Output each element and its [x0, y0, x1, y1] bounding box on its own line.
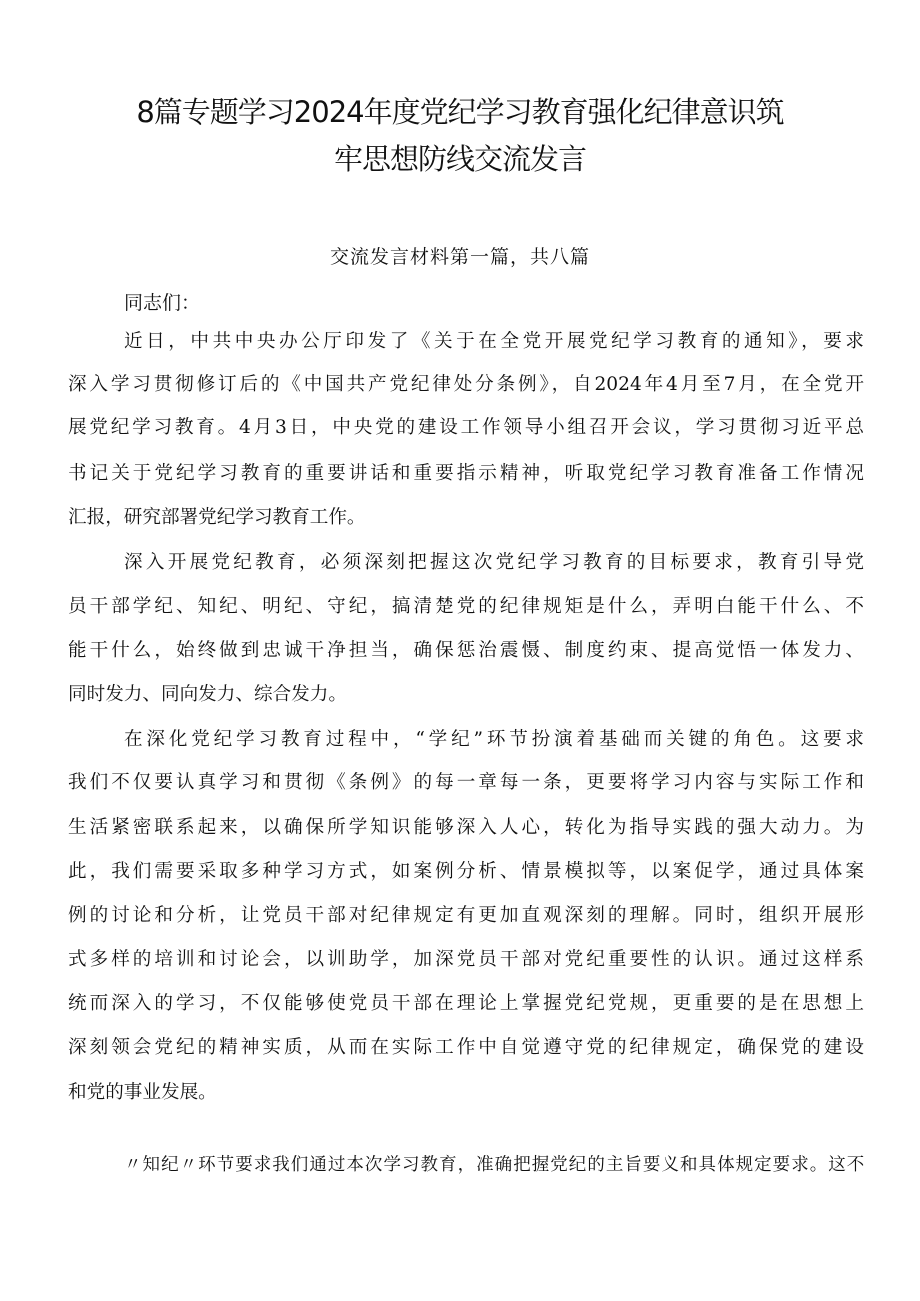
document-subtitle: 交流发言材料第一篇，共八篇 [329, 246, 590, 268]
paragraph-line: 同时发力、同向发力、综合发力。 [68, 684, 347, 705]
paragraph-line: 员干部学纪、知纪、明纪、守纪，搞清楚党的纪律规矩是什么，弄明白能干什么、不 [68, 596, 864, 617]
paragraph-line: 书记关于党纪学习教育的重要讲话和重要指示精神，听取党纪学习教育准备工作情况 [68, 463, 864, 484]
paragraph-line: 例的讨论和分析，让党员干部对纪律规定有更加直观深刻的理解。同时，组织开展形 [68, 905, 864, 926]
paragraph-line: 深刻领会党纪的精神实质，从而在实际工作中自觉遵守党的纪律规定，确保党的建设 [68, 1037, 864, 1058]
paragraph-line: 和党的事业发展。 [68, 1082, 217, 1103]
paragraph-line: 式多样的培训和讨论会，以训助学，加深党员干部对党纪重要性的认识。通过这样系 [68, 949, 864, 970]
paragraph-line: 展党纪学习教育。4月3日，中央党的建设工作领导小组召开会议，学习贯彻习近平总 [68, 417, 864, 438]
paragraph-line: 深入开展党纪教育，必须深刻把握这次党纪学习教育的目标要求，教育引导党 [124, 552, 864, 573]
paragraph-line: 统而深入的学习，不仅能够使党员干部在理论上掌握党纪党规，更重要的是在思想上 [68, 993, 864, 1014]
paragraph-line: 深入学习贯彻修订后的《中国共产党纪律处分条例》，自2024年4月至7月，在全党开 [68, 374, 864, 395]
paragraph-line: 生活紧密联系起来，以确保所学知识能够深入人心，转化为指导实践的强大动力。为 [68, 817, 864, 838]
paragraph-line: 汇报，研究部署党纪学习教育工作。 [68, 507, 366, 528]
document-title-line-2: 牢思想防线交流发言 [333, 142, 586, 176]
document-title-line-1: 8篇专题学习2024年度党纪学习教育强化纪律意识筑 [136, 95, 784, 129]
paragraph-line: 能干什么，始终做到忠诚干净担当，确保惩治震慑、制度约束、提高觉悟一体发力、 [68, 640, 864, 661]
paragraph-line: 近日，中共中央办公厅印发了《关于在全党开展党纪学习教育的通知》，要求 [124, 331, 864, 352]
paragraph-4-line: 〃知纪〃环节要求我们通过本次学习教育，准确把握党纪的主旨要义和具体规定要求。这不 [124, 1155, 864, 1175]
paragraph-line: 在深化党纪学习教育过程中，“学纪”环节扮演着基础而关键的角色。这要求 [124, 729, 864, 750]
paragraph-line: 此，我们需要采取多种学习方式，如案例分析、情景模拟等，以案促学，通过具体案 [68, 861, 864, 882]
salutation: 同志们： [124, 292, 201, 314]
paragraph-line: 我们不仅要认真学习和贯彻《条例》的每一章每一条，更要将学习内容与实际工作和 [68, 772, 864, 793]
